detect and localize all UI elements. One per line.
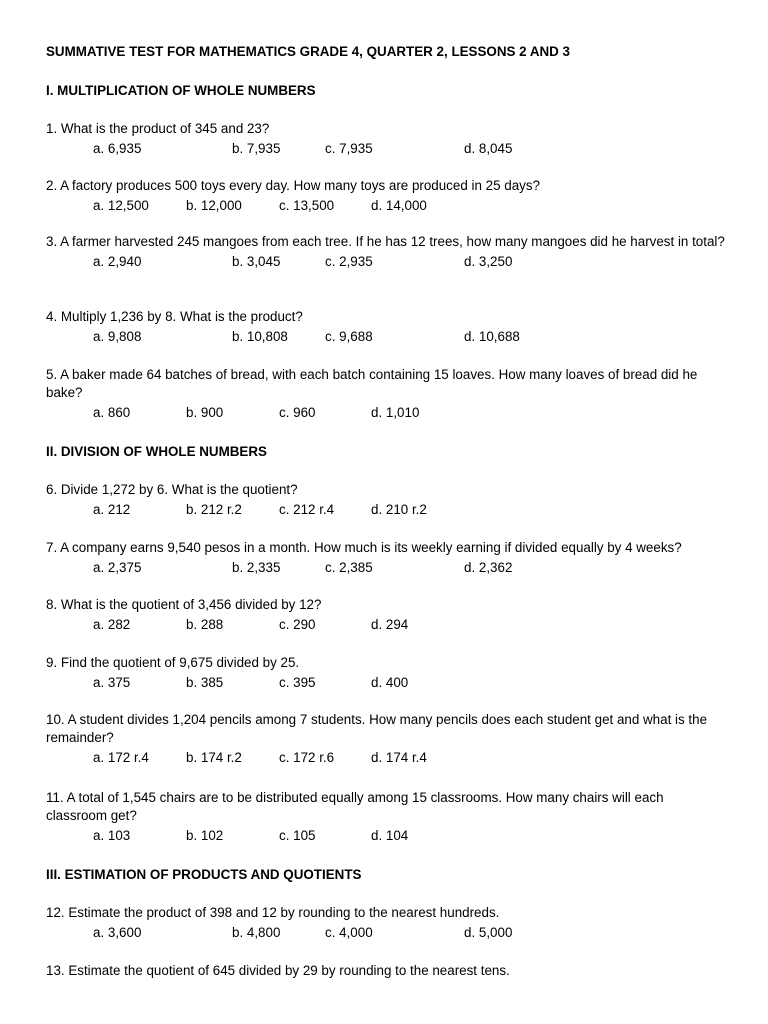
- question-text: 7. A company earns 9,540 pesos in a month. How much is its weekly earning if divided equally by 4 weeks?: [46, 540, 682, 555]
- choice-b: b. 288: [186, 617, 224, 632]
- question-1: [46, 120, 726, 158]
- choice-a: a. 375: [93, 675, 131, 690]
- question-text: 2. A factory produces 500 toys every day. How many toys are produced in 25 days?: [46, 178, 540, 193]
- answer-choices: [46, 140, 726, 158]
- question-13: [46, 962, 726, 980]
- question-text: 8. What is the quotient of 3,456 divided by 12?: [46, 597, 322, 612]
- choice-d: d. 400: [371, 675, 409, 690]
- choice-b: b. 4,800: [232, 925, 281, 940]
- answer-choices: [46, 501, 726, 519]
- choice-b: b. 212 r.2: [186, 502, 242, 517]
- choice-b: b. 12,000: [186, 198, 242, 213]
- question-8: [46, 596, 726, 634]
- choice-a: a. 2,375: [93, 560, 142, 575]
- answer-choices: [46, 404, 726, 422]
- choice-b: b. 174 r.2: [186, 750, 242, 765]
- question-text: 11. A total of 1,545 chairs are to be distributed equally among 15 classrooms. How many chairs will each classroom get?: [46, 790, 664, 823]
- choice-a: a. 6,935: [93, 141, 142, 156]
- question-text: 3. A farmer harvested 245 mangoes from each tree. If he has 12 trees, how many mangoes did he harvest in total?: [46, 234, 725, 249]
- question-7: [46, 539, 726, 577]
- choice-d: d. 8,045: [464, 141, 513, 156]
- choice-c: c. 13,500: [279, 198, 335, 213]
- choice-d: d. 5,000: [464, 925, 513, 940]
- answer-choices: [46, 616, 726, 634]
- choice-c: c. 105: [279, 828, 316, 843]
- choice-c: c. 9,688: [325, 329, 373, 344]
- choice-d: d. 14,000: [371, 198, 427, 213]
- choice-a: a. 860: [93, 405, 131, 420]
- choice-d: d. 1,010: [371, 405, 420, 420]
- answer-choices: [46, 197, 726, 215]
- question-6: [46, 481, 726, 519]
- choice-c: c. 2,385: [325, 560, 373, 575]
- choice-a: a. 212: [93, 502, 131, 517]
- choice-c: c. 7,935: [325, 141, 373, 156]
- choice-c: c. 2,935: [325, 254, 373, 269]
- question-5: [46, 366, 726, 422]
- choice-b: b. 2,335: [232, 560, 281, 575]
- question-10: [46, 711, 726, 767]
- choice-c: c. 395: [279, 675, 316, 690]
- answer-choices: [46, 328, 726, 346]
- choice-b: b. 3,045: [232, 254, 281, 269]
- choice-d: d. 10,688: [464, 329, 520, 344]
- choice-d: d. 174 r.4: [371, 750, 427, 765]
- choice-d: d. 104: [371, 828, 409, 843]
- question-text: 4. Multiply 1,236 by 8. What is the product?: [46, 309, 303, 324]
- question-text: 9. Find the quotient of 9,675 divided by 25.: [46, 655, 300, 670]
- choice-c: c. 960: [279, 405, 316, 420]
- choice-a: a. 172 r.4: [93, 750, 149, 765]
- question-3: [46, 233, 726, 271]
- choice-d: d. 3,250: [464, 254, 513, 269]
- choice-c: c. 172 r.6: [279, 750, 335, 765]
- choice-b: b. 900: [186, 405, 224, 420]
- choice-c: c. 212 r.4: [279, 502, 335, 517]
- answer-choices: [46, 559, 726, 577]
- choice-b: b. 10,808: [232, 329, 288, 344]
- question-text: 12. Estimate the product of 398 and 12 by rounding to the nearest hundreds.: [46, 905, 500, 920]
- choice-d: d. 2,362: [464, 560, 513, 575]
- choice-a: a. 9,808: [93, 329, 142, 344]
- choice-a: a. 282: [93, 617, 131, 632]
- section-title-multiplication: I. MULTIPLICATION OF WHOLE NUMBERS: [46, 83, 316, 98]
- section-title-estimation: III. ESTIMATION OF PRODUCTS AND QUOTIENTS: [46, 867, 362, 882]
- question-text: 10. A student divides 1,204 pencils among 7 students. How many pencils does each student get and what is the remainder?: [46, 712, 708, 745]
- answer-choices: [46, 924, 726, 942]
- choice-b: b. 385: [186, 675, 224, 690]
- answer-choices: [46, 674, 726, 692]
- question-12: [46, 904, 726, 942]
- choice-a: a. 3,600: [93, 925, 142, 940]
- answer-choices: [46, 827, 726, 845]
- choice-a: a. 103: [93, 828, 131, 843]
- question-text: 1. What is the product of 345 and 23?: [46, 121, 270, 136]
- question-text: 5. A baker made 64 batches of bread, with each batch containing 15 loaves. How many loaves of bread did he bake?: [46, 367, 698, 400]
- choice-d: d. 210 r.2: [371, 502, 427, 517]
- choice-c: c. 4,000: [325, 925, 373, 940]
- question-11: [46, 789, 726, 845]
- answer-choices: [46, 253, 726, 271]
- section-title-division: II. DIVISION OF WHOLE NUMBERS: [46, 444, 267, 459]
- choice-b: b. 102: [186, 828, 224, 843]
- choice-d: d. 294: [371, 617, 409, 632]
- choice-b: b. 7,935: [232, 141, 281, 156]
- question-9: [46, 654, 726, 692]
- question-2: [46, 177, 726, 215]
- choice-a: a. 12,500: [93, 198, 149, 213]
- choice-c: c. 290: [279, 617, 316, 632]
- answer-choices: [46, 749, 726, 767]
- document-title: SUMMATIVE TEST FOR MATHEMATICS GRADE 4, QUARTER 2, LESSONS 2 AND 3: [46, 44, 571, 59]
- question-text: 13. Estimate the quotient of 645 divided by 29 by rounding to the nearest tens.: [46, 963, 510, 978]
- question-text: 6. Divide 1,272 by 6. What is the quotient?: [46, 482, 298, 497]
- choice-a: a. 2,940: [93, 254, 142, 269]
- question-4: [46, 308, 726, 346]
